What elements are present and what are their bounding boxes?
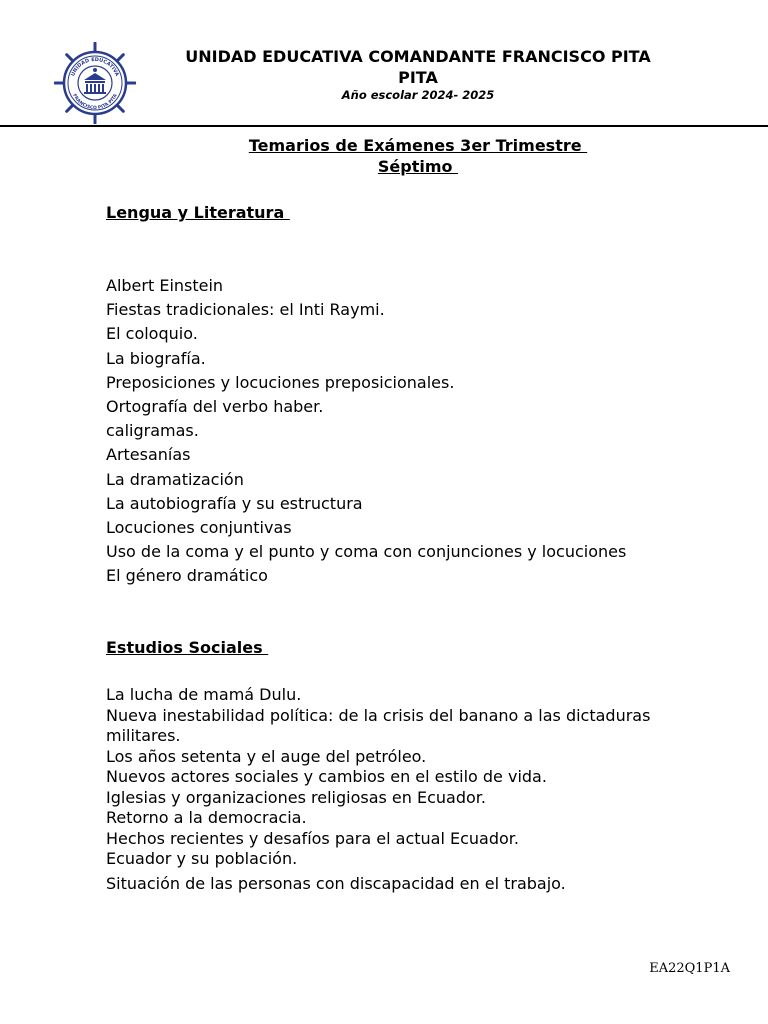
document-code: EA22Q1P1A — [649, 961, 730, 976]
list-item: El género dramático — [106, 566, 268, 586]
school-year: Año escolar 2024- 2025 — [341, 88, 495, 102]
school-logo — [54, 42, 136, 124]
list-item: Ortografía del verbo haber. — [106, 397, 324, 417]
document-title: Temarios de Exámenes 3er Trimestre — [248, 136, 588, 155]
svg-text:UNIDAD EDUCATIVA: UNIDAD EDUCATIVA — [70, 56, 120, 78]
list-item: Albert Einstein — [106, 276, 224, 295]
list-item: Iglesias y organizaciones religiosas en Ecuador. — [106, 787, 486, 807]
school-name: UNIDAD EDUCATIVA COMANDANTE FRANCISCO PITA PITA — [185, 47, 651, 87]
list-item: Locuciones conjuntivas — [106, 518, 292, 538]
section-title-lengua: Lengua y Literatura — [106, 203, 290, 222]
list-item: Hechos recientes y desafíos para el actual Ecuador. — [106, 828, 519, 848]
list-item: Ecuador y su población. — [106, 849, 298, 868]
list-item: Uso de la coma y el punto y coma con conjunciones y locuciones — [106, 542, 627, 562]
list-item: La autobiografía y su estructura — [106, 493, 363, 513]
section-title-sociales: Estudios Sociales — [106, 638, 269, 657]
list-item: Artesanías — [106, 445, 191, 465]
topic-list-lengua — [106, 274, 626, 589]
list-item: La lucha de mamá Dulu. — [106, 685, 302, 704]
list-item: Retorno a la democracia. — [106, 808, 307, 827]
header-divider — [0, 125, 768, 127]
list-item: Fiestas tradicionales: el Inti Raymi. — [106, 300, 385, 320]
list-item: caligramas. — [106, 421, 199, 441]
list-item: Nuevos actores sociales y cambios en el estilo de vida. — [106, 767, 547, 786]
svg-text:FRANCISCO PITA PITA: FRANCISCO PITA PITA — [71, 93, 119, 112]
document-subtitle-grade: Séptimo — [377, 157, 459, 176]
topic-list-sociales — [106, 685, 726, 894]
list-item: El coloquio. — [106, 324, 198, 344]
list-item: Nueva inestabilidad política: de la crisis del banano a las dictaduras militares. — [106, 705, 651, 745]
list-item: La biografía. — [106, 348, 206, 368]
list-item: Los años setenta y el auge del petróleo. — [106, 746, 427, 766]
list-item: Preposiciones y locuciones preposicionales. — [106, 372, 455, 392]
list-item: La dramatización — [106, 469, 244, 489]
list-item: Situación de las personas con discapacidad en el trabajo. — [106, 873, 566, 893]
